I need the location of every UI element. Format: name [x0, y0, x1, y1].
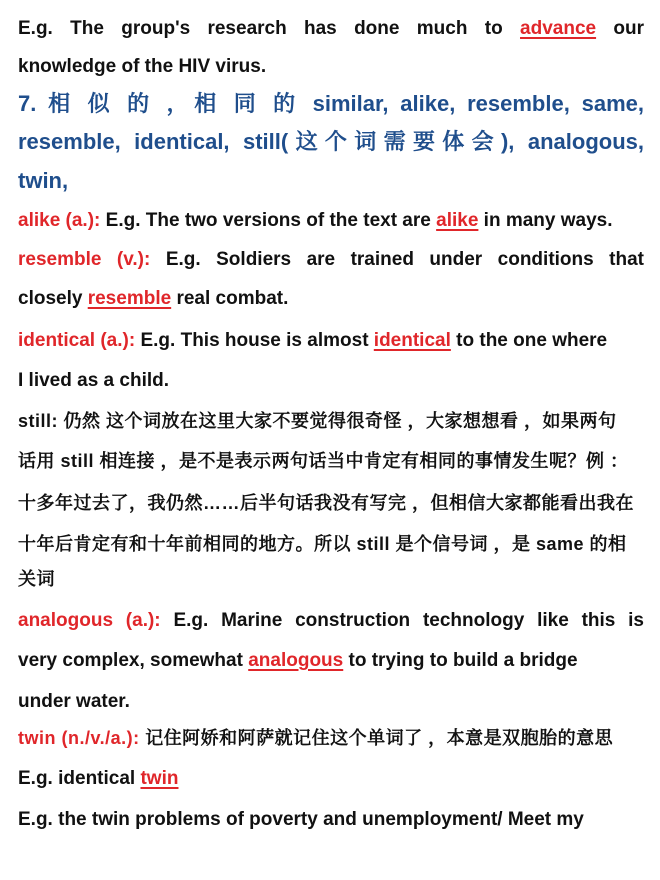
- resemble-text-1: E.g. Soldiers are trained under conditions that: [165, 249, 645, 270]
- section-heading-line-1: 7. 相 似 的 ，相 同 的 similar, alike, resemble, same,: [18, 91, 644, 116]
- entry-analogous-line-2: [18, 648, 578, 674]
- intro-line-1: [18, 16, 644, 42]
- identical-text-1b: to the one where: [456, 330, 608, 351]
- intro-text-a: E.g. The group's research has done much to: [18, 18, 503, 39]
- entry-identical-line-1: [18, 328, 607, 354]
- term-twin: twin (n./v./a.):: [18, 728, 140, 748]
- analogous-text-2b: to trying to build a bridge: [348, 650, 578, 671]
- twin-example-1a: E.g. identical: [18, 768, 136, 789]
- resemble-text-2b: real combat.: [176, 288, 289, 309]
- section-heading-line-2: resemble, identical, still(这个词需要体会), analogous,: [18, 129, 644, 154]
- entry-still-line-3: 十多年过去了，我仍然……后半句话我没有写完 ，但相信大家都能看出我在: [18, 493, 634, 513]
- entry-still-line-4: 十年后肯定有和十年前相同的地方。所以 still 是个信号词 ，是 same 的相: [18, 534, 627, 554]
- entry-analogous-line-1: [18, 608, 644, 634]
- intro-line-2: knowledge of the HIV virus.: [18, 56, 267, 77]
- resemble-text-2a: closely: [18, 288, 83, 309]
- identical-text-1a: E.g. This house is almost: [140, 330, 369, 351]
- entry-twin-example-1: [18, 766, 178, 792]
- highlighted-word-identical: identical: [373, 330, 451, 351]
- entry-resemble-line-2: [18, 286, 288, 312]
- highlighted-word-advance: advance: [520, 18, 597, 39]
- twin-text-1: 记住阿娇和阿萨就记住这个单词了 ，本意是双胞胎的意思: [145, 728, 614, 748]
- entry-twin-line-1: [18, 725, 613, 751]
- intro-text-b: our: [613, 18, 645, 39]
- highlighted-word-twin: twin: [140, 768, 179, 789]
- term-alike: alike (a.):: [18, 210, 101, 231]
- highlighted-word-analogous: analogous: [248, 650, 344, 671]
- term-identical: identical (a.):: [18, 330, 136, 351]
- term-resemble: resemble (v.):: [18, 249, 151, 270]
- analogous-text-1: E.g. Marine construction technology like this is: [173, 610, 644, 631]
- alike-text-a: E.g. The two versions of the text are: [105, 210, 431, 231]
- entry-still-line-1: [18, 408, 617, 434]
- entry-still-line-5: 关词: [18, 569, 55, 589]
- section-heading-line-3: twin,: [18, 168, 69, 193]
- entry-still-line-2: 话用 still 相连接 ，是不是表示两句话当中肯定有相同的事情发生呢？例 ：: [18, 451, 629, 471]
- analogous-text-2a: very complex, somewhat: [18, 650, 243, 671]
- entry-resemble-line-1: [18, 247, 644, 273]
- term-still: still:: [18, 411, 59, 431]
- alike-text-b: in many ways.: [483, 210, 613, 231]
- term-analogous: analogous (a.):: [18, 610, 161, 631]
- still-text-1: 仍然 这个词放在这里大家不要觉得很奇怪 ，大家想想看 ，如果两句: [63, 411, 617, 431]
- highlighted-word-alike: alike: [436, 210, 479, 231]
- entry-analogous-line-3: under water.: [18, 691, 130, 712]
- entry-alike: [18, 208, 613, 234]
- entry-twin-example-2: E.g. the twin problems of poverty and unemployment/ Meet my: [18, 809, 584, 830]
- entry-identical-line-2: I lived as a child.: [18, 370, 170, 391]
- highlighted-word-resemble: resemble: [87, 288, 172, 309]
